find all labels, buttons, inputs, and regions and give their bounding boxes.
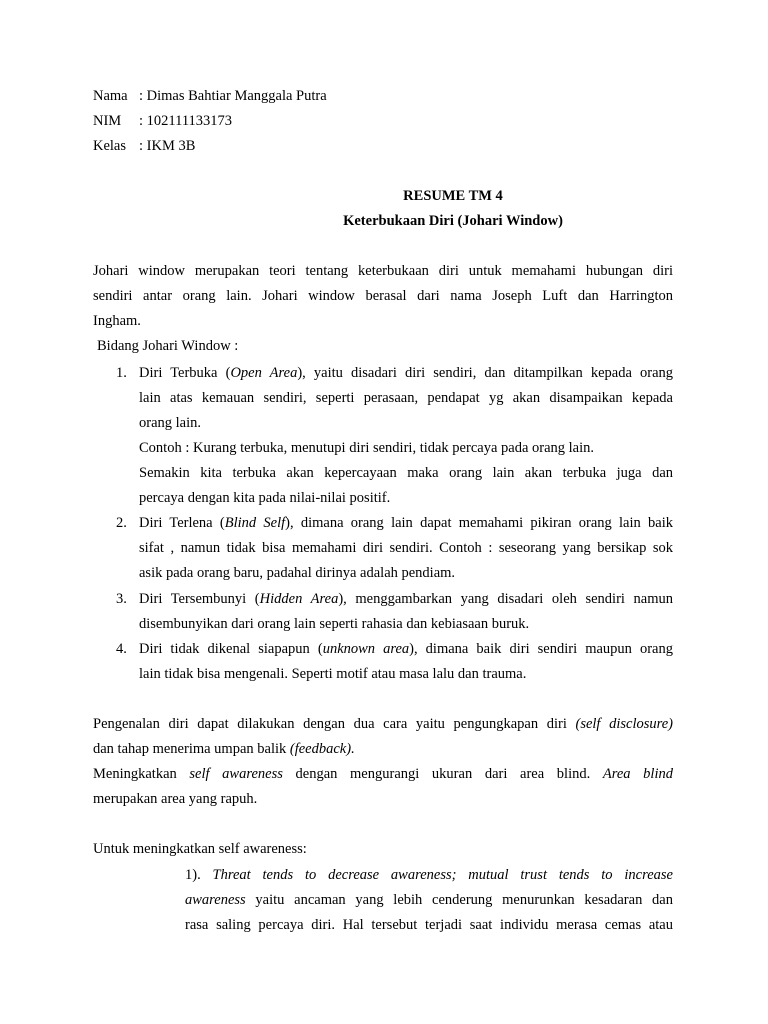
intro-line-1: Johari window merupakan teori tentang keterbukaan diri untuk memahami hubungan diri xyxy=(93,263,673,279)
list-item-line: Diri Tersembunyi (Hidden Area), menggambarkan yang disadari oleh sendiri namun xyxy=(139,591,674,607)
nim-label: NIM xyxy=(93,113,122,129)
para2-line-2: dan tahap menerima umpan balik (feedback). xyxy=(93,741,355,757)
document-subtitle: Keterbukaan Diri (Johari Window) xyxy=(343,213,563,229)
list-number: 1. xyxy=(116,365,127,381)
list-number: 4. xyxy=(116,641,127,657)
para3-line-2: merupakan area yang rapuh. xyxy=(93,791,258,807)
para4-heading: Untuk meningkatkan self awareness: xyxy=(93,841,307,857)
list-item-line: Semakin kita terbuka akan kepercayaan maka orang lain akan terbuka juga dan xyxy=(139,465,673,481)
intro-line-2: sendiri antar orang lain. Johari window berasal dari nama Joseph Luft dan Harrington xyxy=(93,288,673,304)
list-item-line: Diri tidak dikenal siapapun (unknown area), dimana baik diri sendiri maupun orang xyxy=(139,641,673,657)
name-value: : Dimas Bahtiar Manggala Putra xyxy=(139,88,327,104)
intro-line-3: Ingham. xyxy=(93,313,141,329)
list-item-line: disembunyikan dari orang lain seperti rahasia dan kebiasaan buruk. xyxy=(139,616,530,632)
name-label: Nama xyxy=(93,88,128,104)
nim-value: : 102111133173 xyxy=(139,113,233,129)
para3-line-1: Meningkatkan self awareness dengan mengurangi ukuran dari area blind. Area blind xyxy=(93,766,673,782)
para2-line-1: Pengenalan diri dapat dilakukan dengan dua cara yaitu pengungkapan diri (self disclosure) xyxy=(93,716,673,732)
para4-line-1: 1). Threat tends to decrease awareness; mutual trust tends to increase xyxy=(185,867,673,883)
list-item-line: Diri Terlena (Blind Self), dimana orang lain dapat memahami pikiran orang lain baik xyxy=(139,515,673,531)
list-item-line: Contoh : Kurang terbuka, menutupi diri sendiri, tidak percaya pada orang lain. xyxy=(139,440,595,456)
class-value: : IKM 3B xyxy=(139,138,196,154)
list-item-line: Diri Terbuka (Open Area), yaitu disadari diri sendiri, dan ditampilkan kepada orang xyxy=(139,365,674,381)
list-item-line: orang lain. xyxy=(139,415,202,431)
class-label: Kelas xyxy=(93,138,127,154)
list-item-line: asik pada orang baru, padahal dirinya adalah pendiam. xyxy=(139,565,456,581)
list-item-line: percaya dengan kita pada nilai-nilai positif. xyxy=(139,490,391,506)
list-number: 2. xyxy=(116,515,127,531)
list-number: 3. xyxy=(116,591,127,607)
bidang-heading: Bidang Johari Window : xyxy=(97,338,239,354)
document-title: RESUME TM 4 xyxy=(403,188,503,204)
list-item-line: sifat , namun tidak bisa memahami diri sendiri. Contoh : seseorang yang bersikap sok xyxy=(139,540,673,556)
list-item-line: lain atas kemauan sendiri, seperti perasaan, pendapat yg akan disampaikan kepada xyxy=(139,390,673,406)
para4-line-3: rasa saling percaya diri. Hal tersebut terjadi saat individu merasa cemas atau xyxy=(185,917,673,933)
para4-line-2: awareness yaitu ancaman yang lebih cenderung menurunkan kesadaran dan xyxy=(185,892,673,908)
list-item-line: lain tidak bisa mengenali. Seperti motif atau masa lalu dan trauma. xyxy=(139,666,527,682)
